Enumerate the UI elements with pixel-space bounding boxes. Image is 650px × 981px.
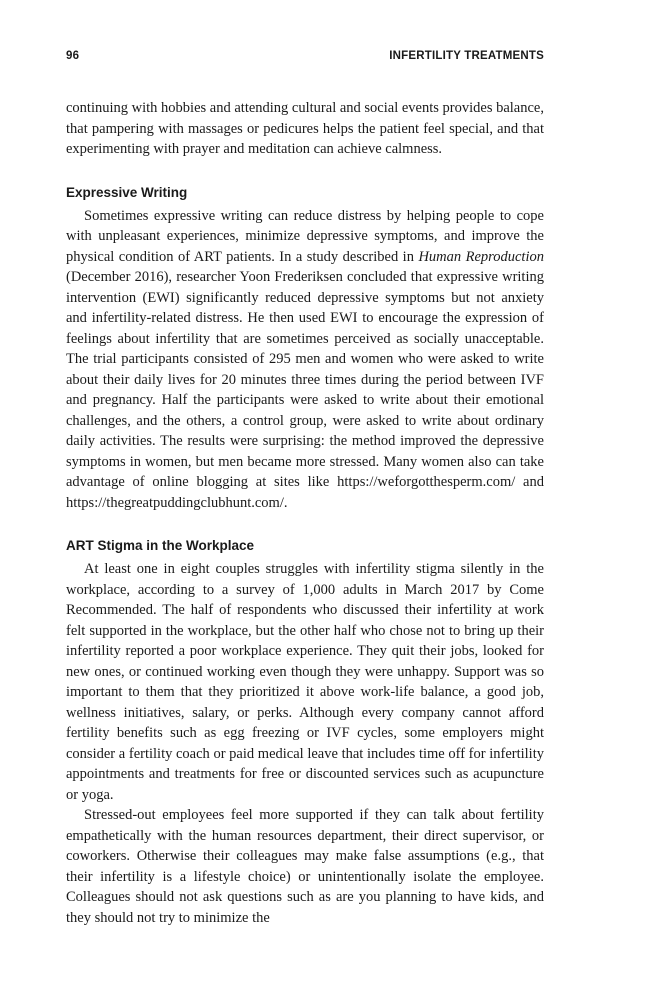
paragraph: Stressed-out employees feel more supported if they can talk about fertility empathetically with the human resources department, their direct supervisor, or coworkers. Otherwise their colleagues may make false assumptions (e.g., that their infertility is a lifestyle choice) or unintentionally isolate the employee. Colleagues should not ask questions such as are you planning to have kids, and they should not try to minimize the bbox=[66, 807, 544, 926]
journal-title: Human Reproduction bbox=[418, 248, 544, 265]
running-title: INFERTILITY TREATMENTS bbox=[389, 50, 544, 62]
paragraph bbox=[66, 206, 544, 514]
section-heading: ART Stigma in the Workplace bbox=[66, 538, 255, 553]
page-number: 96 bbox=[66, 50, 80, 62]
paragraph-text: Sometimes expressive writing can reduce distress by helping people to cope with unpleasant experiences, minimize depressive symptoms, and improve the physical condition of ART patients. In a study described in bbox=[66, 207, 544, 265]
book-page bbox=[66, 50, 544, 928]
section-expressive-writing bbox=[66, 183, 544, 514]
paragraph-text: (December 2016), researcher Yoon Frederiksen concluded that expressive writing intervention (EWI) significantly reduced depressive symptoms but not anxiety and infertility-related distress. He then used EWI to encourage the expression of feelings about infertility that are sometimes perceived as socially unacceptable. The trial participants consisted of 295 men and women who were asked to write about their daily lives for 20 minutes three times during the period between IVF and pregnancy. Half the participants were asked to write about their emotional challenges, and the others, a control group, were asked to write about ordinary daily activities. The results were surprising: the method improved the depressive symptoms in women, but men became more stressed. Many women also can take advantage of online blogging at sites like https://weforgotthesperm.com/ and https://thegreatpuddingclubhunt.com/. bbox=[66, 269, 544, 511]
intro-paragraph: continuing with hobbies and attending cultural and social events provides balance, that pampering with massages or pedicures helps the patient feel special, and that experimenting with prayer and meditation can achieve calmness. bbox=[66, 100, 544, 157]
section-heading: Expressive Writing bbox=[66, 184, 188, 200]
section-art-stigma-workplace bbox=[66, 536, 544, 928]
running-head bbox=[66, 50, 544, 62]
paragraph: At least one in eight couples struggles with infertility stigma silently in the workplace, according to a survey of 1,000 adults in March 2017 by Come Recommended. The half of respondents who discussed their infertility at work felt supported in the workplace, but the other half who chose not to bring up their infertility reported a poor workplace experience. They quit their jobs, looked for new ones, or continued working even though they were unhappy. Support was so important to them that they prioritized it above work-life balance, a good job, wellness initiatives, salary, or perks. Although every company cannot afford fertility benefits such as egg freezing or IVF cycles, some employers might consider a fertility coach or paid medical leave that includes time off for infertility appointments and treatments for free or discounted services such as acupuncture or yoga. bbox=[66, 561, 544, 803]
